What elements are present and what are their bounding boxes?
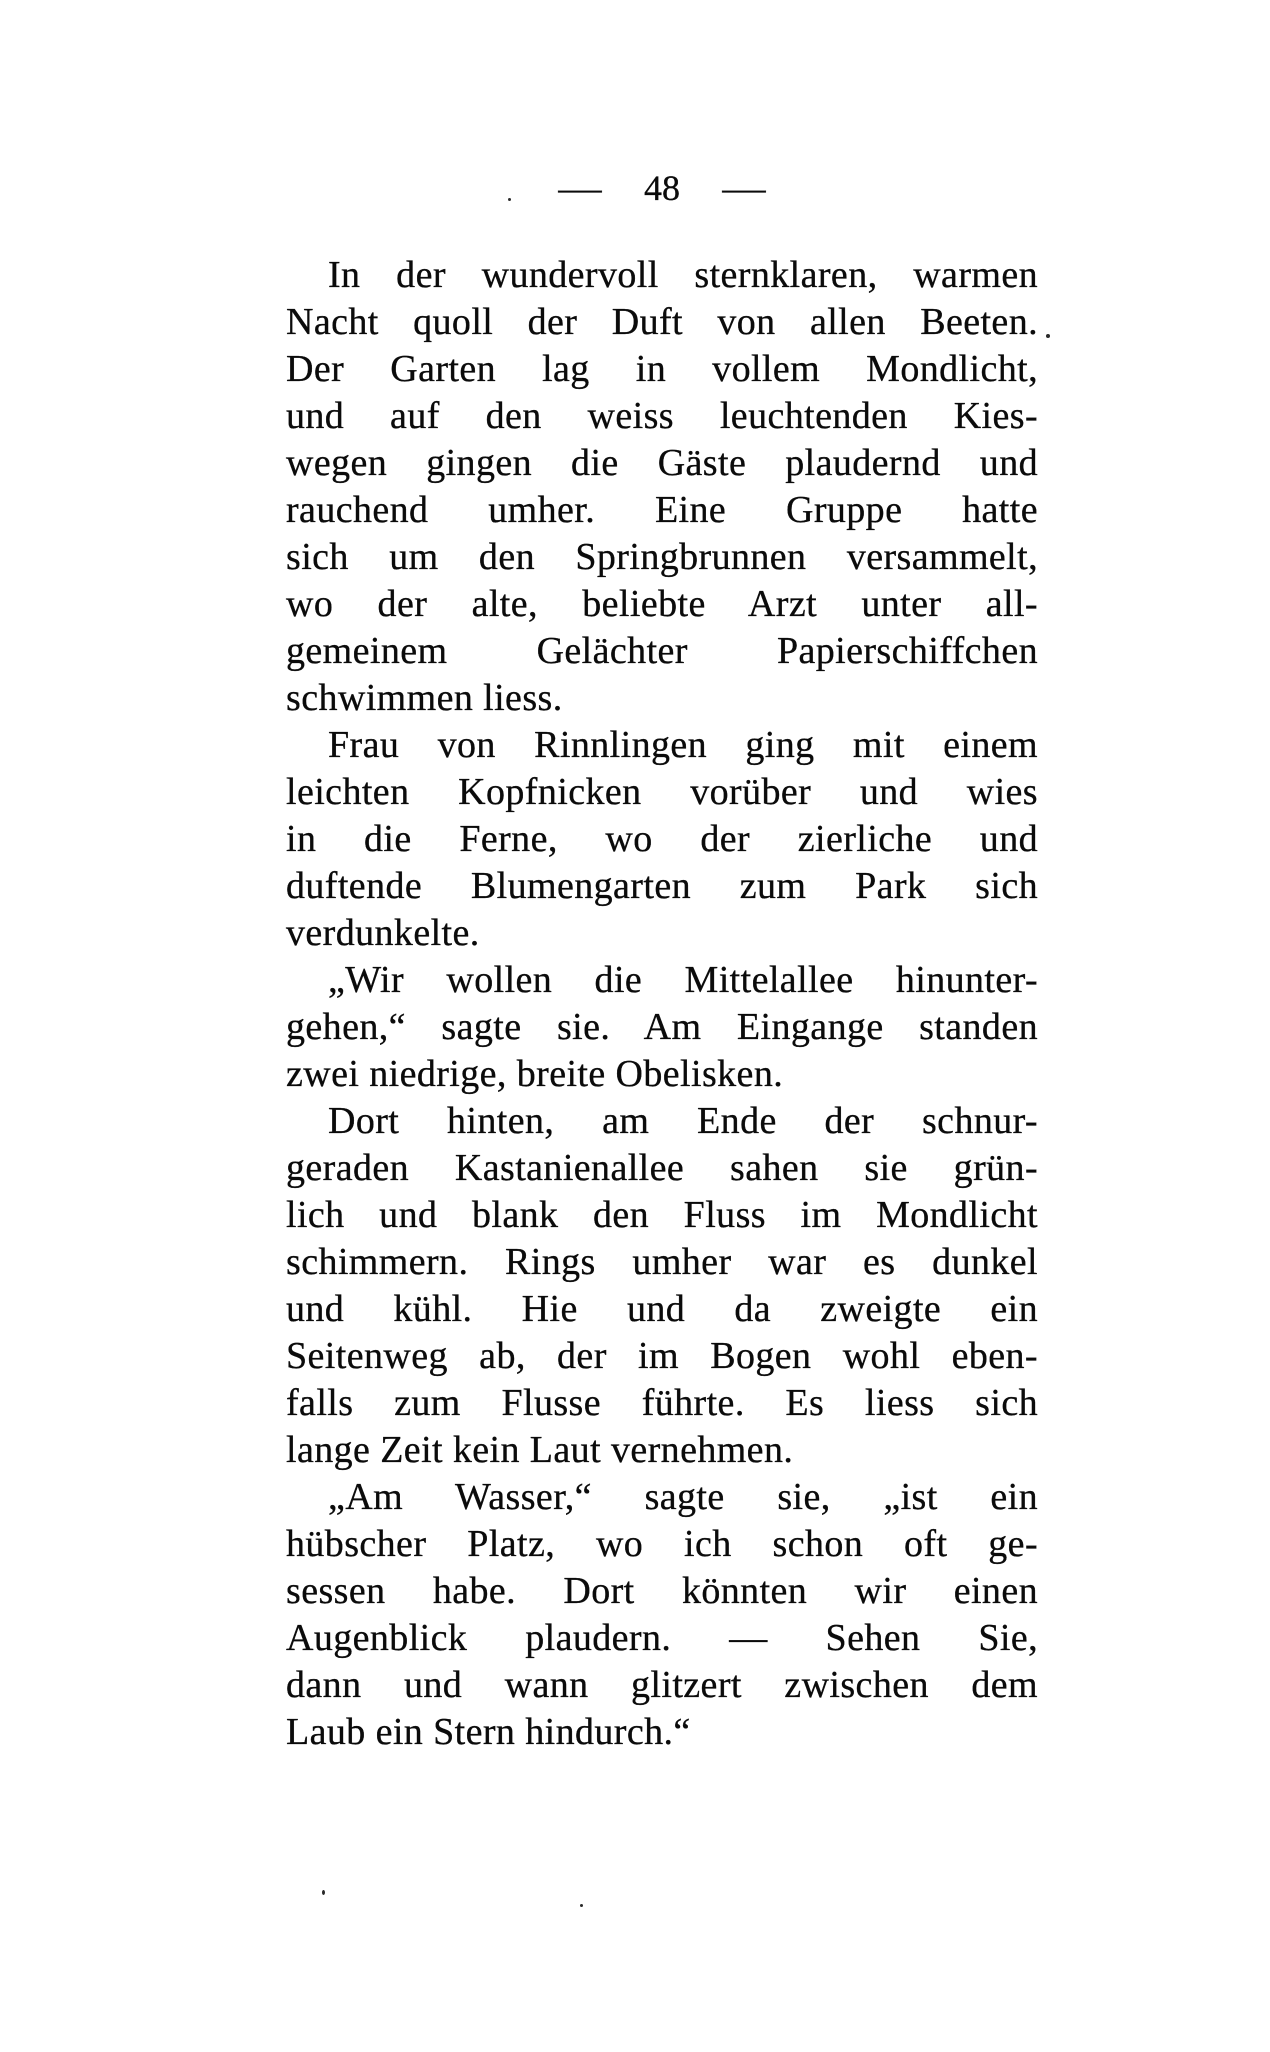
text-line: zwei niedrige, breite Obelisken. [286, 1053, 784, 1095]
text-line: wo der alte, beliebte Arzt unter all- [286, 583, 1038, 625]
scan-speck [1046, 334, 1050, 338]
text-line: Der Garten lag in vollem Mondlicht, [286, 348, 1038, 390]
running-head [286, 166, 1038, 210]
text-line: dann und wann glitzert zwischen dem [286, 1664, 1038, 1706]
paragraph [286, 252, 1038, 722]
text-line: Nacht quoll der Duft von allen Beeten. [286, 301, 1038, 343]
page-number: 48 [644, 168, 680, 208]
text-line: Laub ein Stern hindurch.“ [286, 1711, 691, 1753]
text-line: Seitenweg ab, der im Bogen wohl eben- [286, 1335, 1038, 1377]
text-line: Frau von Rinnlingen ging mit einem [328, 724, 1038, 766]
text-line: sich um den Springbrunnen versammelt, [286, 536, 1038, 578]
paragraph [286, 1098, 1038, 1474]
header-dash-right: — [722, 168, 766, 208]
paragraph [286, 722, 1038, 957]
text-line: falls zum Flusse führte. Es liess sich [286, 1382, 1038, 1424]
body-text [286, 252, 1038, 1756]
text-line: leichten Kopfnicken vorüber und wies [286, 771, 1038, 813]
text-line: gehen,“ sagte sie. Am Eingange standen [286, 1006, 1038, 1048]
header-dash-left: — [558, 168, 602, 208]
text-line: und auf den weiss leuchtenden Kies- [286, 395, 1038, 437]
text-line: hübscher Platz, wo ich schon oft ge- [286, 1523, 1038, 1565]
text-line: in die Ferne, wo der zierliche und [286, 818, 1038, 860]
text-line: In der wundervoll sternklaren, warmen [328, 254, 1038, 296]
text-line: geraden Kastanienallee sahen sie grün- [286, 1147, 1038, 1189]
text-line: wegen gingen die Gäste plaudernd und [286, 442, 1038, 484]
scan-speck [508, 198, 511, 201]
text-line: rauchend umher. Eine Gruppe hatte [286, 489, 1038, 531]
text-line: gemeinem Gelächter Papierschiffchen [286, 630, 1038, 672]
scan-speck [580, 1904, 583, 1907]
scan-speck [322, 1890, 325, 1895]
text-line: lich und blank den Fluss im Mondlicht [286, 1194, 1038, 1236]
text-line: „Wir wollen die Mittelallee hinunter- [328, 959, 1038, 1001]
paragraph [286, 1474, 1038, 1756]
text-line: Augenblick plaudern. — Sehen Sie, [286, 1617, 1038, 1659]
text-line: Dort hinten, am Ende der schnur- [328, 1100, 1038, 1142]
text-line: duftende Blumengarten zum Park sich [286, 865, 1038, 907]
text-line: schwimmen liess. [286, 677, 563, 719]
text-line: sessen habe. Dort könnten wir einen [286, 1570, 1038, 1612]
paragraph [286, 957, 1038, 1098]
text-line: „Am Wasser,“ sagte sie, „ist ein [328, 1476, 1038, 1518]
text-line: schimmern. Rings umher war es dunkel [286, 1241, 1038, 1283]
text-line: lange Zeit kein Laut vernehmen. [286, 1429, 794, 1471]
text-line: und kühl. Hie und da zweigte ein [286, 1288, 1038, 1330]
text-line: verdunkelte. [286, 912, 480, 954]
